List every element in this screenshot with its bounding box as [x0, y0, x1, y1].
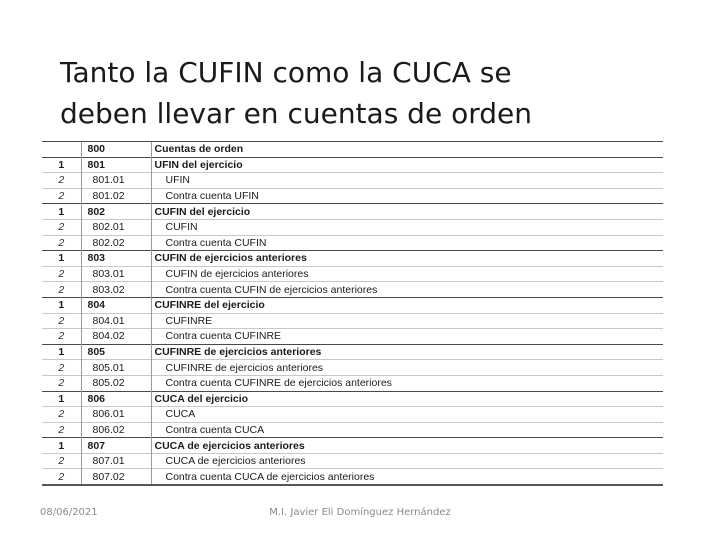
code-cell: 804.02: [81, 329, 151, 345]
code-cell: 806.01: [81, 407, 151, 423]
name-cell: CUFINRE: [151, 313, 663, 329]
name-cell: Contra cuenta CUFIN: [151, 235, 663, 251]
level-cell: 2: [42, 173, 81, 189]
account-sub-row: [42, 219, 663, 235]
level-cell: 1: [42, 344, 81, 360]
header-level-cell: [42, 142, 81, 158]
footer-author: [0, 507, 720, 518]
code-cell: 805.02: [81, 375, 151, 391]
name-cell: CUCA de ejercicios anteriores: [151, 438, 663, 454]
level-cell: 2: [42, 188, 81, 204]
name-cell: Contra cuenta CUFINRE de ejercicios anteriores: [151, 375, 663, 391]
header-code-cell: 800: [81, 142, 151, 158]
account-sub-row: [42, 235, 663, 251]
account-sub-row: [42, 422, 663, 438]
footer-date: 08/06/2021: [40, 507, 98, 518]
level-cell: 2: [42, 282, 81, 298]
code-cell: 807: [81, 438, 151, 454]
name-cell: CUCA de ejercicios anteriores: [151, 453, 663, 469]
name-cell: Contra cuenta UFIN: [151, 188, 663, 204]
account-group-row: [42, 391, 663, 407]
account-sub-row: [42, 407, 663, 423]
code-cell: 803.02: [81, 282, 151, 298]
level-cell: 1: [42, 204, 81, 220]
account-group-row: [42, 204, 663, 220]
name-cell: UFIN: [151, 173, 663, 189]
account-group-row: [42, 297, 663, 313]
name-cell: Contra cuenta CUFIN de ejercicios anteriores: [151, 282, 663, 298]
name-cell: CUCA: [151, 407, 663, 423]
level-cell: 2: [42, 375, 81, 391]
code-cell: 802.01: [81, 219, 151, 235]
level-cell: 2: [42, 422, 81, 438]
slide-title-line-1: Tanto la CUFIN como la CUCA se: [60, 56, 512, 89]
name-cell: UFIN del ejercicio: [151, 157, 663, 173]
name-cell: CUFINRE de ejercicios anteriores: [151, 360, 663, 376]
account-sub-row: [42, 173, 663, 189]
name-cell: CUFIN: [151, 219, 663, 235]
name-cell: CUFIN del ejercicio: [151, 204, 663, 220]
account-group-row: [42, 344, 663, 360]
level-cell: 2: [42, 407, 81, 423]
code-cell: 805.01: [81, 360, 151, 376]
accounts-table-body: [42, 142, 663, 486]
code-cell: 803.01: [81, 266, 151, 282]
name-cell: CUFIN de ejercicios anteriores: [151, 251, 663, 267]
level-cell: 2: [42, 360, 81, 376]
name-cell: Contra cuenta CUFINRE: [151, 329, 663, 345]
account-sub-row: [42, 329, 663, 345]
level-cell: 2: [42, 469, 81, 485]
name-cell: CUCA del ejercicio: [151, 391, 663, 407]
level-cell: 1: [42, 391, 81, 407]
level-cell: 2: [42, 453, 81, 469]
level-cell: 1: [42, 297, 81, 313]
code-cell: 801: [81, 157, 151, 173]
code-cell: 806: [81, 391, 151, 407]
level-cell: 2: [42, 313, 81, 329]
account-sub-row: [42, 188, 663, 204]
account-sub-row: [42, 266, 663, 282]
table-header-row: [42, 142, 663, 158]
code-cell: 801.01: [81, 173, 151, 189]
footer-author-text: M.I. Javier Eli Domínguez Hernández: [269, 507, 451, 518]
name-cell: CUFINRE de ejercicios anteriores: [151, 344, 663, 360]
account-sub-row: [42, 360, 663, 376]
account-group-row: [42, 251, 663, 267]
slide-title-line-2: deben llevar en cuentas de orden: [60, 97, 532, 130]
slide-title: [60, 52, 680, 134]
code-cell: 802: [81, 204, 151, 220]
level-cell: 1: [42, 251, 81, 267]
account-sub-row: [42, 375, 663, 391]
header-name-cell: Cuentas de orden: [151, 142, 663, 158]
account-group-row: [42, 438, 663, 454]
code-cell: 807.02: [81, 469, 151, 485]
name-cell: CUFIN de ejercicios anteriores: [151, 266, 663, 282]
level-cell: 1: [42, 438, 81, 454]
code-cell: 805: [81, 344, 151, 360]
code-cell: 803: [81, 251, 151, 267]
level-cell: 2: [42, 219, 81, 235]
name-cell: Contra cuenta CUCA: [151, 422, 663, 438]
account-sub-row: [42, 282, 663, 298]
account-sub-row: [42, 313, 663, 329]
code-cell: 807.01: [81, 453, 151, 469]
code-cell: 806.02: [81, 422, 151, 438]
code-cell: 804.01: [81, 313, 151, 329]
code-cell: 804: [81, 297, 151, 313]
name-cell: CUFINRE del ejercicio: [151, 297, 663, 313]
accounts-table: [42, 141, 663, 486]
code-cell: 801.02: [81, 188, 151, 204]
level-cell: 2: [42, 266, 81, 282]
level-cell: 2: [42, 235, 81, 251]
name-cell: Contra cuenta CUCA de ejercicios anteriores: [151, 469, 663, 485]
level-cell: 1: [42, 157, 81, 173]
code-cell: 802.02: [81, 235, 151, 251]
account-sub-row: [42, 453, 663, 469]
level-cell: 2: [42, 329, 81, 345]
account-group-row: [42, 157, 663, 173]
account-sub-row: [42, 469, 663, 485]
